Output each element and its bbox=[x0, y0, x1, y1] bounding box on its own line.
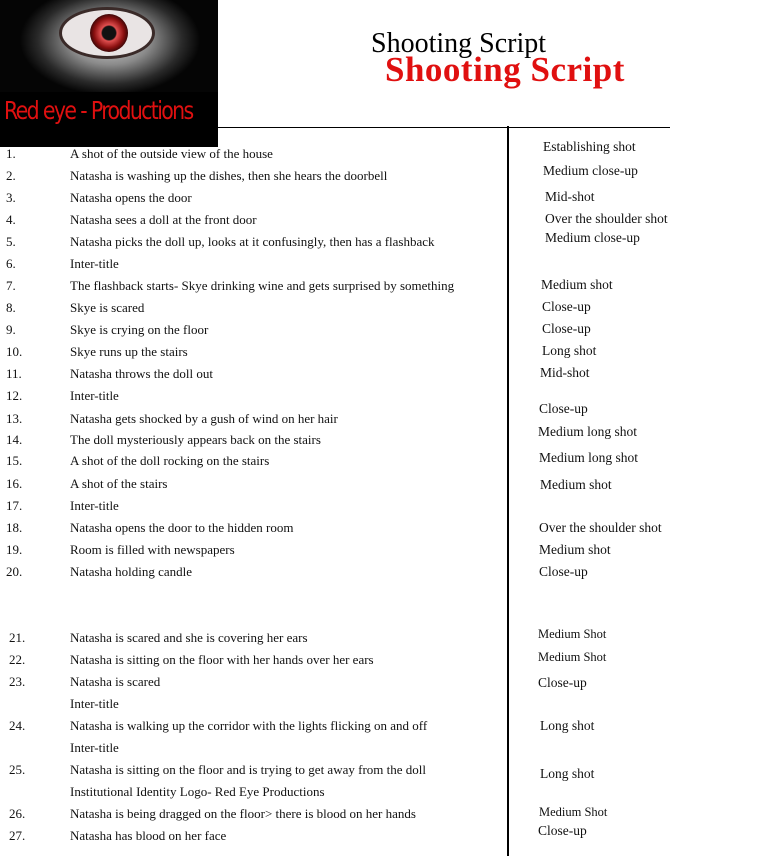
shot-type: Over the shoulder shot bbox=[545, 211, 668, 226]
row-description: Natasha has blood on her face bbox=[70, 828, 227, 843]
shot-type: Medium long shot bbox=[539, 450, 639, 465]
row-description: Natasha opens the door bbox=[70, 190, 192, 205]
row-number: 19. bbox=[6, 542, 23, 557]
shot-type: Medium shot bbox=[541, 277, 613, 292]
row-number: 6. bbox=[6, 256, 16, 271]
row-description: The flashback starts- Skye drinking wine and gets surprised by something bbox=[70, 278, 455, 293]
row-description: Inter-title bbox=[70, 388, 119, 403]
row-number: 26. bbox=[9, 806, 26, 821]
row-number: 21. bbox=[9, 630, 26, 645]
shot-type: Medium Shot bbox=[539, 805, 608, 819]
row-number: 11. bbox=[6, 366, 22, 381]
row-number: 4. bbox=[6, 212, 16, 227]
row-number: 14. bbox=[6, 432, 23, 447]
row-description: Natasha opens the door to the hidden room bbox=[70, 520, 294, 535]
row-number: 20. bbox=[6, 564, 23, 579]
shot-type: Medium long shot bbox=[538, 424, 638, 439]
row-description: Inter-title bbox=[70, 256, 119, 271]
shot-type: Close-up bbox=[542, 321, 591, 336]
row-description: Natasha is scared bbox=[70, 674, 161, 689]
row-number: 12. bbox=[6, 388, 23, 403]
row-number: 10. bbox=[6, 344, 23, 359]
row-number: 17. bbox=[6, 498, 23, 513]
row-number: 13. bbox=[6, 411, 23, 426]
row-description: Inter-title bbox=[70, 696, 119, 711]
row-description: Institutional Identity Logo- Red Eye Productions bbox=[70, 784, 325, 799]
shot-type: Long shot bbox=[540, 718, 595, 733]
shot-type: Close-up bbox=[542, 299, 591, 314]
red-eye-productions-logo bbox=[0, 0, 218, 147]
shot-type: Medium close-up bbox=[543, 163, 638, 178]
shot-type: Close-up bbox=[538, 675, 587, 690]
row-description: Natasha is being dragged on the floor> there is blood on her hands bbox=[70, 806, 416, 821]
shot-type: Close-up bbox=[538, 823, 587, 838]
row-description: Inter-title bbox=[70, 740, 119, 755]
row-description: Inter-title bbox=[70, 498, 119, 513]
shot-type: Close-up bbox=[539, 401, 588, 416]
row-number: 18. bbox=[6, 520, 23, 535]
shot-type: Medium shot bbox=[540, 477, 612, 492]
shot-type: Mid-shot bbox=[545, 189, 595, 204]
row-number: 3. bbox=[6, 190, 16, 205]
row-number: 5. bbox=[6, 234, 16, 249]
row-number: 7. bbox=[6, 278, 16, 293]
shot-type: Medium Shot bbox=[538, 627, 607, 641]
page-title-red: Shooting Script bbox=[385, 50, 625, 89]
header-divider bbox=[218, 127, 670, 128]
shot-type: Close-up bbox=[539, 564, 588, 579]
row-description: Natasha throws the doll out bbox=[70, 366, 213, 381]
row-description: Skye is crying on the floor bbox=[70, 322, 209, 337]
row-description: A shot of the outside view of the house bbox=[70, 146, 273, 161]
row-description: A shot of the stairs bbox=[70, 476, 168, 491]
row-description: Natasha holding candle bbox=[70, 564, 193, 579]
eye-image bbox=[62, 10, 152, 56]
row-number: 16. bbox=[6, 476, 23, 491]
shot-type: Medium close-up bbox=[545, 230, 640, 245]
row-number: 24. bbox=[9, 718, 26, 733]
row-description: Natasha is washing up the dishes, then she hears the doorbell bbox=[70, 168, 388, 183]
row-number: 8. bbox=[6, 300, 16, 315]
row-description: Natasha gets shocked by a gush of wind on her hair bbox=[70, 411, 338, 426]
row-number: 1. bbox=[6, 146, 16, 161]
row-description: Skye runs up the stairs bbox=[70, 344, 188, 359]
row-description: Natasha sees a doll at the front door bbox=[70, 212, 257, 227]
row-description: Skye is scared bbox=[70, 300, 145, 315]
row-number: 22. bbox=[9, 652, 26, 667]
row-description: A shot of the doll rocking on the stairs bbox=[70, 453, 270, 468]
shot-type: Medium Shot bbox=[538, 650, 607, 664]
shot-type: Medium shot bbox=[539, 542, 611, 557]
row-number: 27. bbox=[9, 828, 26, 843]
shot-type: Long shot bbox=[540, 766, 595, 781]
row-description: Natasha is walking up the corridor with the lights flicking on and off bbox=[70, 718, 428, 733]
row-number: 15. bbox=[6, 453, 23, 468]
logo-text: Red eye - Productions bbox=[4, 96, 193, 125]
row-description: Room is filled with newspapers bbox=[70, 542, 235, 557]
row-number: 9. bbox=[6, 322, 16, 337]
shot-type: Establishing shot bbox=[543, 139, 636, 154]
shot-type: Mid-shot bbox=[540, 365, 590, 380]
column-divider bbox=[507, 126, 509, 856]
page-title: Shooting Script bbox=[371, 28, 547, 59]
shot-type: Over the shoulder shot bbox=[539, 520, 662, 535]
row-number: 2. bbox=[6, 168, 16, 183]
row-description: Natasha is sitting on the floor and is trying to get away from the doll bbox=[70, 762, 426, 777]
row-description: The doll mysteriously appears back on the stairs bbox=[70, 432, 321, 447]
row-description: Natasha is sitting on the floor with her hands over her ears bbox=[70, 652, 374, 667]
row-number: 25. bbox=[9, 762, 26, 777]
row-description: Natasha picks the doll up, looks at it confusingly, then has a flashback bbox=[70, 234, 435, 249]
shot-type: Long shot bbox=[542, 343, 597, 358]
row-description: Natasha is scared and she is covering her ears bbox=[70, 630, 308, 645]
row-number: 23. bbox=[9, 674, 26, 689]
